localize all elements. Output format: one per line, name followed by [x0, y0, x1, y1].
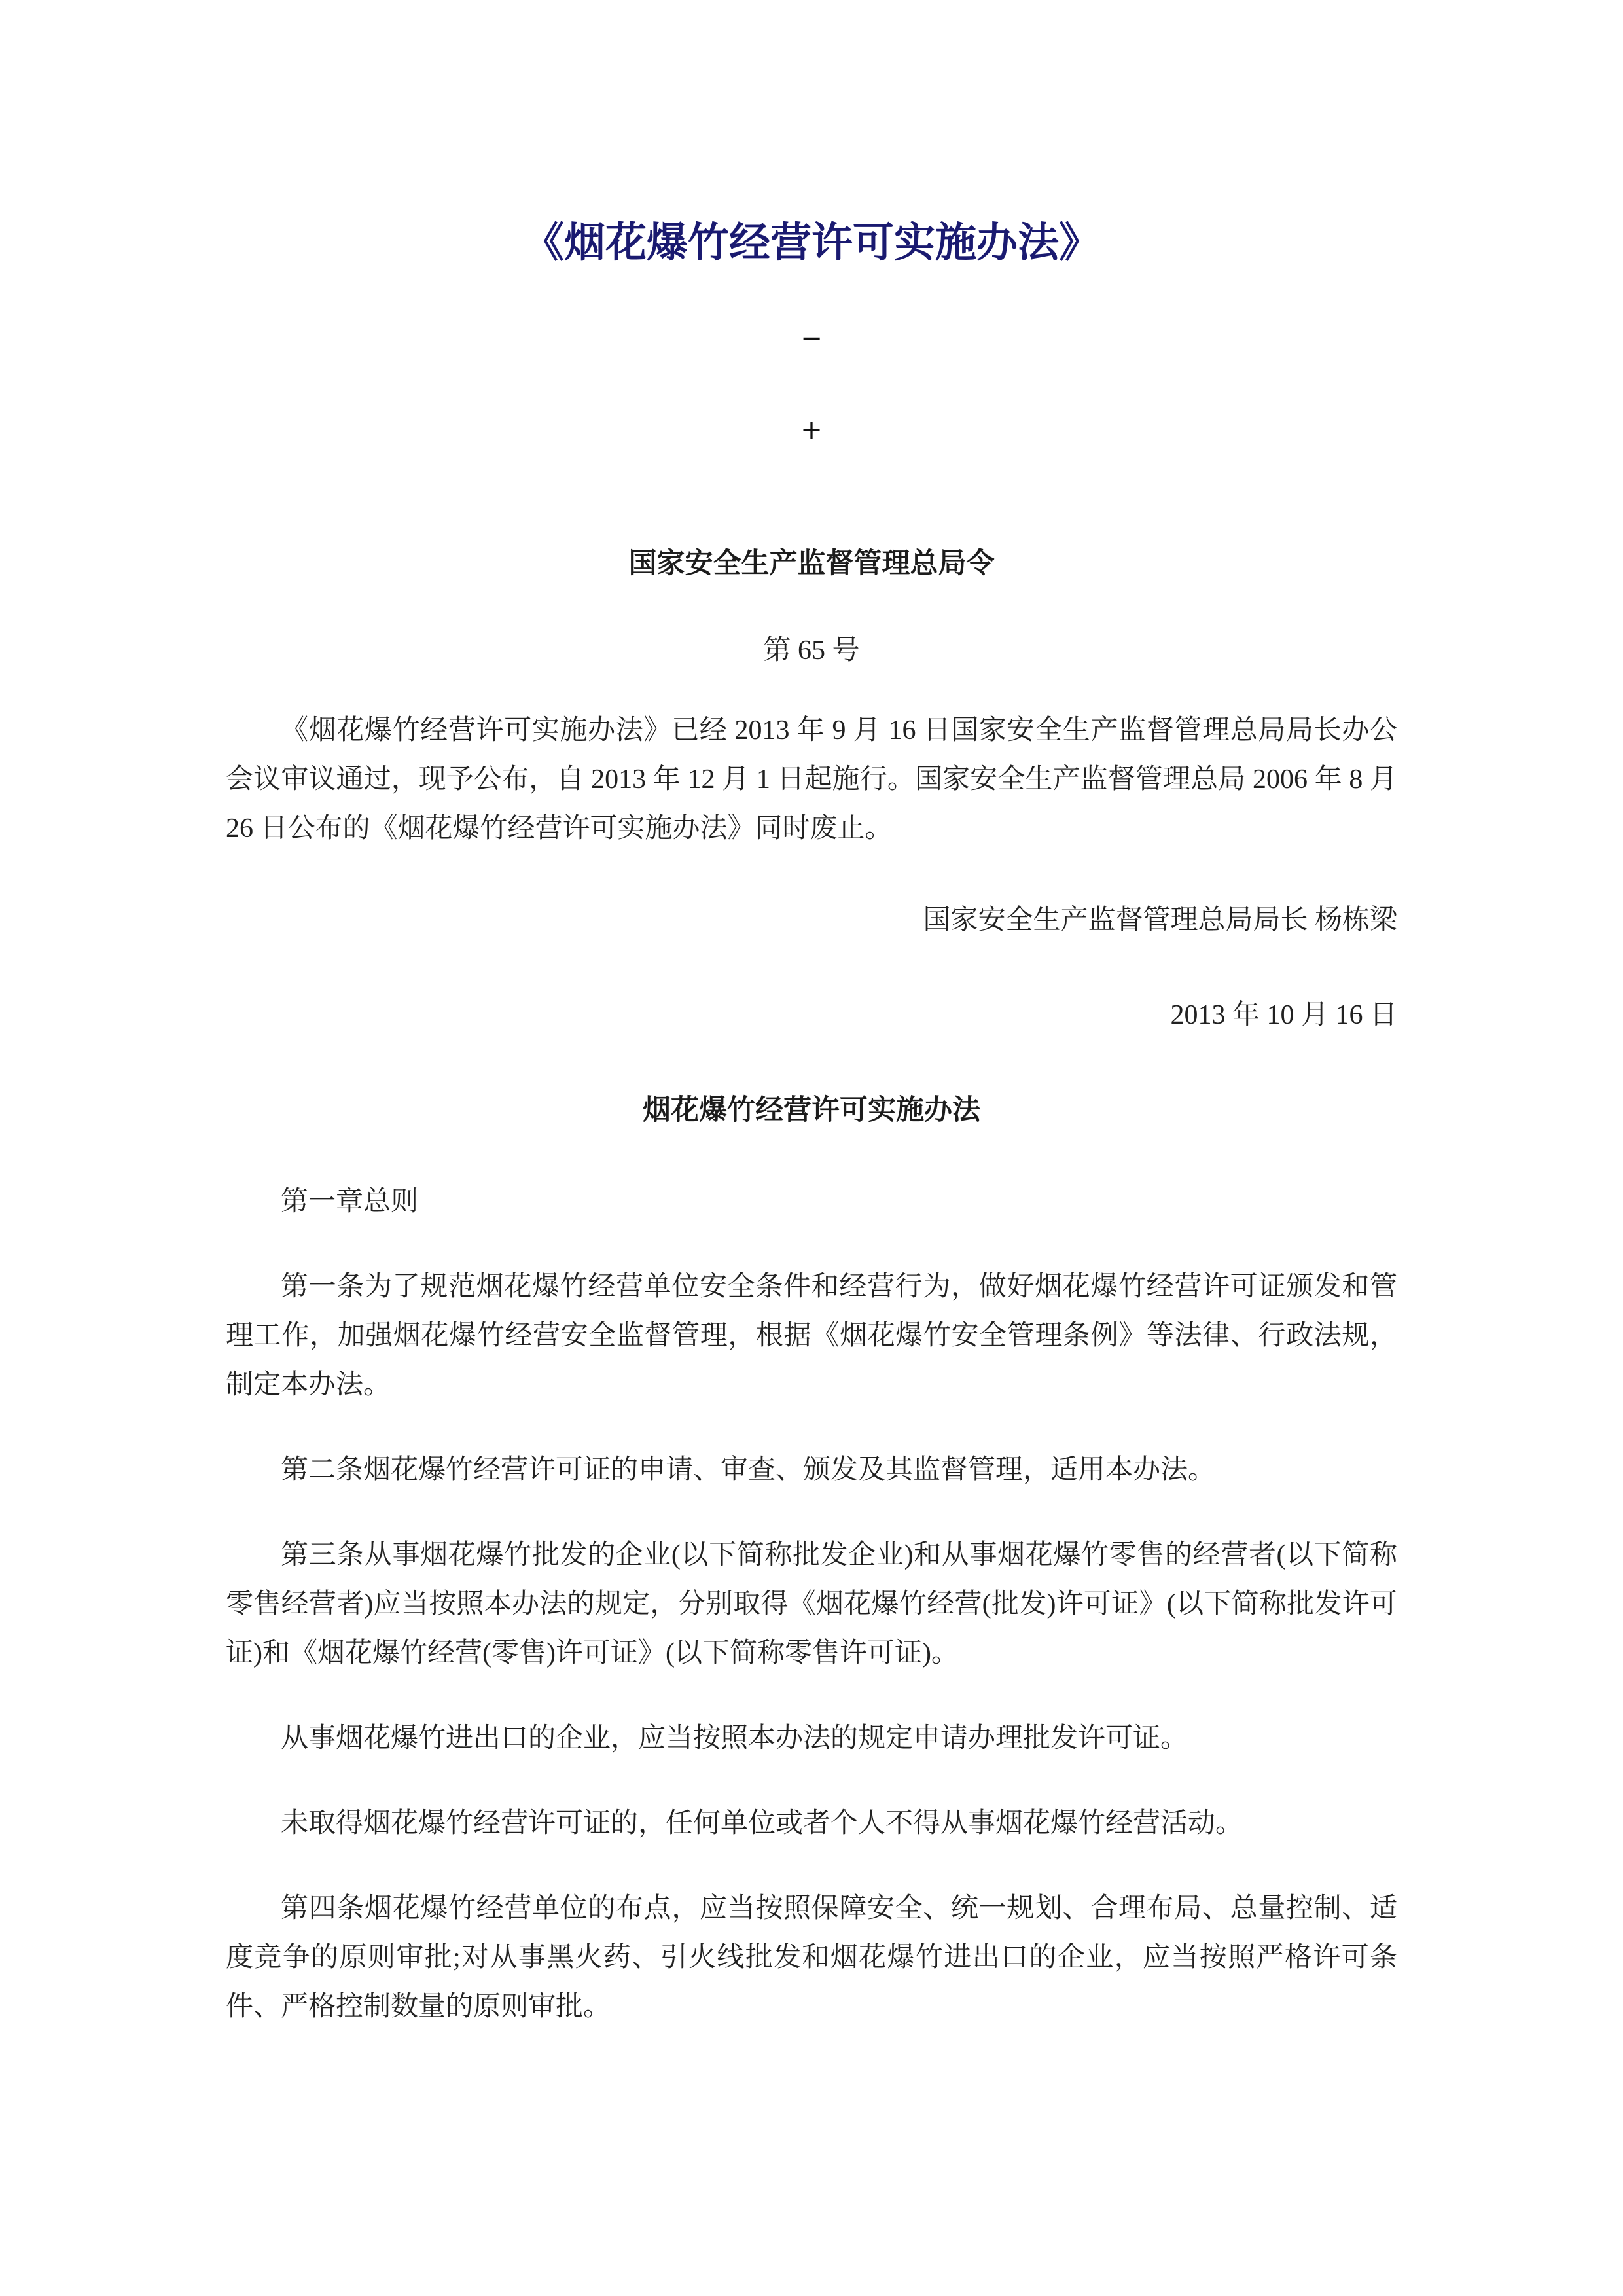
page-title: 《烟花爆竹经营许可实施办法》 [523, 220, 1100, 266]
law-title-heading: 烟花爆竹经营许可实施办法 [643, 1095, 980, 1126]
decree-announcement-paragraph: 《烟花爆竹经营许可实施办法》已经 2013 年 9 月 16 日国家安全生产监督管理总局局长办公会议审议通过，现予公布，自 2013 年 12 月 1 日起施行。国家安全生产监督管理总局 2006 年 8 月 26 日公布的《烟花爆竹经营许可实施办法》同时废止。 [226, 715, 1397, 844]
law-paragraph: 第二条烟花爆竹经营许可证的申请、审查、颁发及其监督管理，适用本办法。 [281, 1455, 1216, 1485]
law-paragraph: 第一条为了规范烟花爆竹经营单位安全条件和经营行为，做好烟花爆竹经营许可证颁发和管理工作，加强烟花爆竹经营安全监督管理，根据《烟花爆竹安全管理条例》等法律、行政法规，制定本办法。 [226, 1272, 1397, 1400]
decree-issuer-heading: 国家安全生产监督管理总局令 [628, 548, 995, 579]
law-paragraph: 未取得烟花爆竹经营许可证的，任何单位或者个人不得从事烟花爆竹经营活动。 [281, 1808, 1243, 1839]
law-paragraph: 从事烟花爆竹进出口的企业，应当按照本办法的规定申请办理批发许可证。 [281, 1723, 1188, 1753]
law-paragraph: 第三条从事烟花爆竹批发的企业(以下简称批发企业)和从事烟花爆竹零售的经营者(以下简称零售经营者)应当按照本办法的规定，分别取得《烟花爆竹经营(批发)许可证》(以下简称批发许可证)和《烟花爆竹经营(零售)许可证》(以下简称零售许可证)。 [226, 1540, 1397, 1668]
font-size-controls-row [226, 325, 1397, 351]
decree-date: 2013 年 10 月 16 日 [1170, 1000, 1397, 1030]
font-increase-control[interactable]: + [800, 415, 823, 445]
law-paragraph: 第四条烟花爆竹经营单位的布点，应当按照保障安全、统一规划、合理布局、总量控制、适度竞争的原则审批;对从事黑火药、引火线批发和烟花爆竹进出口的企业，应当按照严格许可条件、严格控制数量的原则审批。 [226, 1893, 1397, 2022]
decree-signature: 国家安全生产监督管理总局局长 杨栋梁 [923, 905, 1397, 935]
font-decrease-control[interactable]: − [800, 323, 823, 353]
decree-number: 第 65 号 [763, 636, 860, 666]
chapter-heading: 第一章总则 [281, 1187, 419, 1217]
font-size-controls-row [226, 417, 1397, 443]
